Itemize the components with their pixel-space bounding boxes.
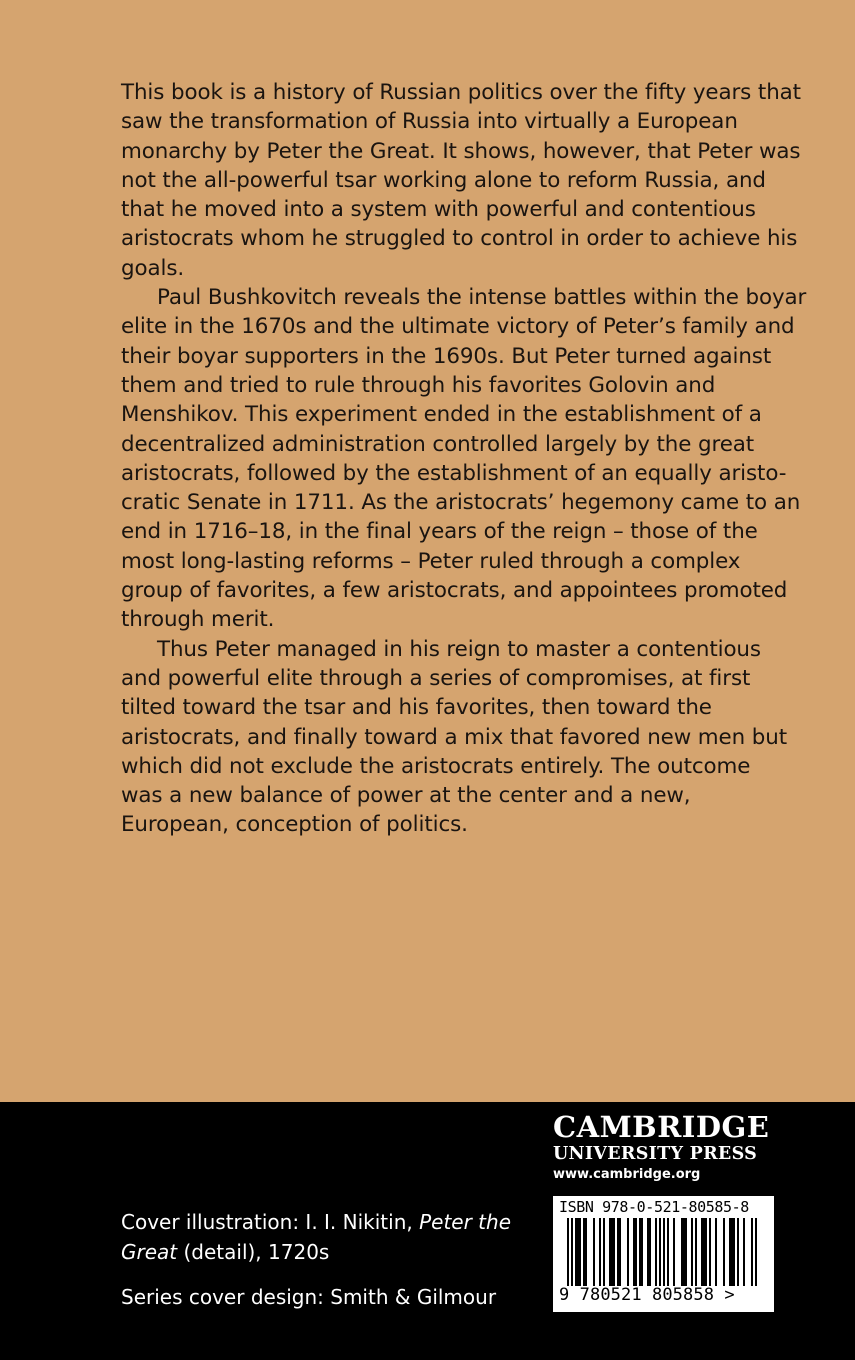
blurb-line: and powerful elite through a series of compromises, at first [121,665,751,691]
barcode-bar [685,1218,687,1286]
blurb-line: This book is a history of Russian politics over the fifty years that [121,80,801,105]
blurb-line: through merit. [121,607,275,633]
barcode-bar [751,1218,753,1286]
blurb-line: saw the transformation of Russia into virtually a European [121,109,738,135]
barcode-bar [647,1218,649,1286]
blurb-paragraph-3 [121,635,821,840]
isbn-label: ISBN 978-0-521-80585-8 [559,1198,749,1216]
barcode-bars [559,1218,765,1286]
blurb-line: not the all-powerful tsar working alone to reform Russia, and [121,167,766,193]
artwork-title-part-1: Peter the [419,1210,512,1234]
barcode-bar [731,1218,733,1286]
ean-digits: 9 780521 805858 > [559,1285,735,1305]
blurb-paragraph-1 [121,78,821,283]
barcode-bar [627,1218,629,1286]
barcode-bar [611,1218,613,1286]
blurb-line: elite in the 1670s and the ultimate victory of Peter’s family and [121,314,795,340]
barcode-bar [641,1218,643,1286]
blurb-line: was a new balance of power at the center and a new, [121,783,691,809]
blurb-line: European, conception of politics. [121,812,468,838]
blurb-line: goals. [121,255,185,281]
barcode-bar [649,1218,651,1286]
barcode-bar [663,1218,665,1286]
barcode-bar [705,1218,707,1286]
blurb-line: which did not exclude the aristocrats entirely. The outcome [121,753,751,779]
barcode-bar [743,1218,745,1286]
barcode-bar [755,1218,757,1286]
barcode-bar [617,1218,619,1286]
barcode-bar [723,1218,725,1286]
barcode-bar [683,1218,685,1286]
barcode-bar [701,1218,703,1286]
barcode-bar [633,1218,635,1286]
barcode-bar [599,1218,601,1286]
blurb-line: their boyar supporters in the 1690s. But Peter turned against [121,343,772,369]
barcode-bar [603,1218,605,1286]
barcode-bar [729,1218,731,1286]
barcode-bar [575,1218,577,1286]
barcode-bar [567,1218,569,1286]
barcode-bar [585,1218,587,1286]
publisher-logo [553,1110,783,1186]
barcode-bar [673,1218,675,1286]
blurb-line: aristocrats whom he struggled to control in order to achieve his [121,226,798,252]
barcode-bar [571,1218,573,1286]
barcode-bar [635,1218,637,1286]
blurb-line: decentralized administration controlled largely by the great [121,431,755,457]
blurb-line: Paul Bushkovitch reveals the intense battles within the boyar [157,285,807,311]
illustration-credit-line-1 [121,1207,541,1237]
blurb-text [121,78,821,840]
blurb-line: end in 1716–18, in the final years of the reign – those of the [121,519,758,545]
barcode-bar [715,1218,717,1286]
barcode-bar [737,1218,739,1286]
illustration-credit-suffix: (detail), 1720s [177,1240,330,1264]
blurb-line: Thus Peter managed in his reign to master a contentious [157,636,761,662]
barcode-bar [655,1218,657,1286]
blurb-line: cratic Senate in 1711. As the aristocrats’ hegemony came to an [121,490,801,516]
barcode-bar [583,1218,585,1286]
isbn-barcode [553,1196,774,1312]
barcode-bar [691,1218,693,1286]
barcode-bar [709,1218,711,1286]
publisher-url: www.cambridge.org [553,1167,701,1182]
series-design-credit: Series cover design: Smith & Gilmour [121,1285,497,1309]
barcode-bar [609,1218,611,1286]
barcode-bar [579,1218,581,1286]
artwork-title-part-2: Great [121,1240,178,1264]
blurb-line: Menshikov. This experiment ended in the establishment of a [121,402,762,428]
blurb-line: tilted toward the tsar and his favorites, then toward the [121,695,712,721]
barcode-bar [695,1218,697,1286]
illustration-credit-line-2 [121,1237,541,1267]
barcode-bar [667,1218,669,1286]
barcode-bar [681,1218,683,1286]
barcode-bar [577,1218,579,1286]
barcode-bar [619,1218,621,1286]
barcode-bar [659,1218,661,1286]
publisher-name: CAMBRIDGE [553,1110,770,1144]
barcode-bar [703,1218,705,1286]
blurb-line: monarchy by Peter the Great. It shows, however, that Peter was [121,138,801,164]
barcode-bar [613,1218,615,1286]
cover-credits [121,1207,541,1312]
blurb-line: most long-lasting reforms – Peter ruled through a complex [121,548,741,574]
blurb-paragraph-2 [121,283,821,635]
barcode-bar [733,1218,735,1286]
illustration-credit-prefix: Cover illustration: I. I. Nikitin, [121,1210,420,1234]
blurb-line: that he moved into a system with powerful and contentious [121,197,756,223]
blurb-line: them and tried to rule through his favorites Golovin and [121,372,716,398]
barcode-bar [593,1218,595,1286]
blurb-line: group of favorites, a few aristocrats, and appointees promoted [121,578,788,604]
blurb-line: aristocrats, and finally toward a mix that favored new men but [121,724,787,750]
barcode-bar [639,1218,641,1286]
publisher-subtitle: UNIVERSITY PRESS [553,1144,758,1164]
blurb-line: aristocrats, followed by the establishment of an equally aristo- [121,460,787,486]
